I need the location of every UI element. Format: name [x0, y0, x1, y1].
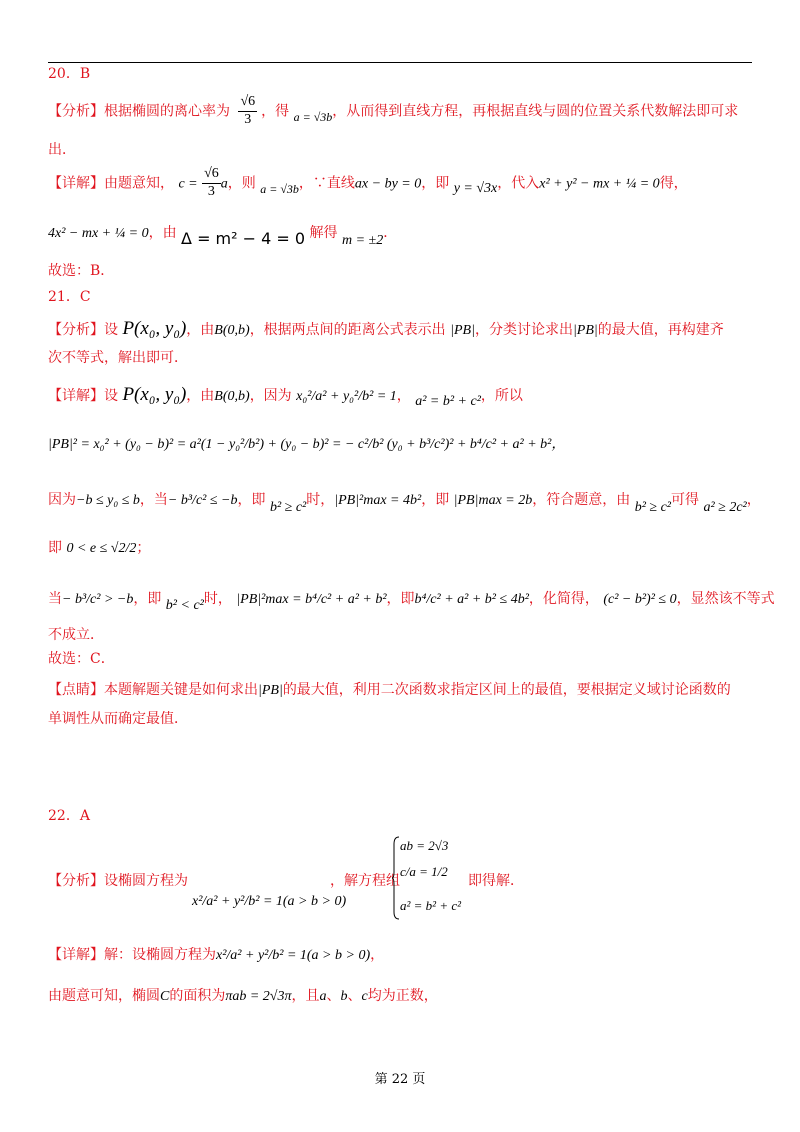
- q21-line3-text-b: ，当: [139, 492, 168, 508]
- q21-detail-line5: [48, 591, 775, 613]
- q21-detail-text-a: 设: [104, 388, 118, 404]
- q20-choose: 故选：B．: [48, 263, 115, 279]
- system-row-1: ab = 2√3: [400, 838, 449, 853]
- q20-number-text: 20．B: [48, 66, 91, 82]
- fraction-denominator: 3: [207, 183, 215, 199]
- q21-line4-text-b: ；: [136, 540, 151, 556]
- q21-comment-pb: |PB|: [258, 683, 283, 698]
- fraction-numerator: √6: [238, 94, 257, 112]
- q21-line3-text-a: 因为: [48, 492, 76, 508]
- q20-analysis-text-c: ，从而得到直线方程，再根据直线与圆的位置关系代数解法即可求: [332, 103, 739, 120]
- detail-tag: 【详解】: [48, 947, 104, 963]
- q22-number-text: 22．A: [48, 808, 90, 824]
- q20-analysis-eq1: a = √3b: [293, 110, 333, 125]
- q21-line3-text-d: 时，: [306, 492, 335, 508]
- q21-detail-line6: 不成立．: [48, 627, 104, 643]
- q20-detail-text-i: ．: [383, 225, 398, 241]
- q22-equation-system: [392, 836, 462, 920]
- q20-detail-eq1: c =: [178, 176, 198, 192]
- q21-comment-text-b: 的最大值，利用二次函数求指定区间上的最值，要根据定义域讨论函数的: [282, 682, 731, 698]
- q20-detail-text-c: ，∵直线: [298, 175, 355, 192]
- q21-line5-eq4: b⁴/c² + a² + b² ≤ 4b²: [414, 592, 529, 607]
- q21-line3-eq5: |PB|max = 2b: [453, 493, 533, 508]
- q22-detail-line2: [48, 988, 438, 1006]
- q20-detail-eq1b: a: [220, 176, 228, 192]
- q20-analysis-line2: 出．: [48, 142, 76, 158]
- q21-line3-eq6: b² ≥ c²: [634, 500, 671, 515]
- q22-detail-eq: x²/a² + y²/b² = 1(a > b > 0): [216, 948, 371, 963]
- q21-detail-text-c: ，因为: [249, 388, 292, 404]
- q21-line3-eq3: b² ≥ c²: [269, 500, 307, 515]
- q21-line5-text-f: ，显然该不等式: [676, 591, 775, 607]
- q21-detail-line1: [48, 384, 523, 407]
- analysis-tag: 【分析】: [48, 322, 104, 338]
- q20-analysis-line1: [48, 94, 738, 129]
- q20-detail-line2: [48, 222, 398, 248]
- q22-analysis-text-c: 即得解．: [468, 873, 524, 889]
- q21-detail-line2: [48, 436, 565, 454]
- q21-line5-text-c: 时，: [203, 591, 232, 607]
- q22-number: [48, 808, 90, 825]
- q22-line2-var-c: c: [361, 989, 368, 1004]
- q22-analysis-line1c: [468, 873, 524, 890]
- q22-detail-line1: [48, 947, 384, 965]
- q22-analysis-text-b: ，解方程组: [330, 873, 400, 889]
- q21-analysis-pb-2: |PB|: [572, 323, 598, 338]
- q20-eccentricity-fraction: [238, 94, 257, 129]
- q22-line2-ellipse-c: C: [160, 989, 170, 1004]
- q22-line2-eq: πab = 2√3π: [225, 989, 292, 1004]
- q21-detail-point-p: P(x₀, y₀): [122, 384, 187, 405]
- page-footer: [0, 1068, 800, 1087]
- q21-analysis-pb: |PB|: [450, 323, 475, 338]
- q20-detail-line1: [48, 166, 688, 201]
- q21-line3-eq4: |PB|²max = 4b²: [334, 493, 422, 508]
- q20-detail-text-f: 得，: [659, 175, 688, 192]
- top-rule: [48, 62, 752, 63]
- q20-detail-text-d: ，即: [421, 175, 450, 192]
- q22-analysis-line1: [48, 873, 188, 890]
- q21-detail-text-e: ，所以: [480, 388, 523, 404]
- left-brace-icon: [392, 836, 400, 920]
- q21-line3-text-e: ，即: [421, 492, 450, 508]
- q22-line2-sep-2: 、: [347, 988, 362, 1004]
- q22-analysis-text-a: 设椭圆方程为: [104, 873, 188, 889]
- q21-number: [48, 289, 91, 306]
- q20-detail-fraction: [202, 166, 221, 201]
- q21-line4-text-a: 即: [48, 540, 62, 556]
- q20-analysis-text-a: 根据椭圆的离心率为: [104, 103, 230, 120]
- q20-detail-eq4: y = √3x: [453, 181, 498, 197]
- q21-detail-text-d: ，: [396, 388, 411, 404]
- q21-line5-eq5: (c² − b²)² ≤ 0: [603, 592, 677, 607]
- q20-detail-eq8: m = ±2: [341, 233, 384, 248]
- q21-comment-text-a: 本题解题关键是如何求出: [104, 682, 258, 698]
- fraction-numerator: √6: [202, 166, 221, 184]
- q21-analysis-text-b: ，由: [186, 322, 215, 338]
- q20-detail-text-h: 解得: [309, 225, 338, 241]
- q21-line5-eq1: − b³/c² > −b: [62, 592, 134, 607]
- system-row-3: a² = b² + c²: [400, 898, 462, 913]
- page-number: 第 22 页: [374, 1072, 426, 1087]
- q20-detail-text-g: ，由: [148, 225, 177, 241]
- q21-line5-text-a: 当: [48, 591, 62, 607]
- analysis-tag: 【分析】: [48, 103, 104, 120]
- q22-detail-text-a: 解：设椭圆方程为: [104, 947, 216, 963]
- q20-detail-text-b: ，则: [227, 175, 256, 192]
- q21-comment-line2: 单调性从而确定最值．: [48, 711, 188, 727]
- detail-tag: 【详解】: [48, 388, 104, 404]
- q21-line4-eq: 0 < e ≤ √2/2: [66, 541, 137, 556]
- q22-line2-var-b: b: [340, 989, 348, 1004]
- q21-analysis-line1: [48, 318, 724, 341]
- detail-tag: 【详解】: [48, 175, 104, 192]
- q21-detail-point-b: B(0,b): [214, 389, 250, 404]
- q20-detail-eq5: x² + y² − mx + ¼ = 0: [539, 176, 660, 192]
- q21-line5-eq3: |PB|²max = b⁴/c² + a² + b²: [236, 592, 387, 607]
- comment-tag: 【点睛】: [48, 682, 104, 698]
- q20-detail-text-a: 由题意知，: [104, 175, 174, 192]
- q21-analysis-point-p: P(x₀, y₀): [122, 318, 187, 339]
- q21-line3-text-f: ，符合题意，由: [532, 492, 631, 508]
- q21-analysis-text-d: ，分类讨论求出: [474, 322, 573, 338]
- analysis-tag: 【分析】: [48, 873, 104, 889]
- q20-detail-text-e: ，代入: [497, 175, 540, 192]
- q22-analysis-eq: x²/a² + y²/b² = 1(a > b > 0): [192, 894, 347, 909]
- system-row-2: c/a = 1/2: [400, 864, 448, 879]
- q21-line5-eq2: b² < c²: [165, 598, 204, 613]
- q22-analysis-line1b: [330, 873, 400, 890]
- q22-analysis-ellipse-eq: [192, 893, 346, 911]
- q21-line3-text-g: 可得: [670, 492, 699, 508]
- q22-line2-sep-1: 、: [326, 988, 341, 1004]
- q21-number-text: 21．C: [48, 289, 91, 305]
- q21-line3-eq7: a² ≥ 2c²: [703, 500, 747, 515]
- q20-detail-eq7: Δ = m² − 4 = 0: [181, 229, 306, 248]
- q22-line2-text-c: ，且: [291, 988, 320, 1004]
- q21-line3-eq1: −b ≤ y₀ ≤ b: [76, 493, 140, 508]
- fraction-denominator: 3: [244, 111, 252, 127]
- q22-line2-text-d: 均为正数，: [367, 988, 438, 1004]
- q21-detail-eq2: a² = b² + c²: [415, 394, 481, 409]
- q20-analysis-text-b: ，得: [261, 103, 290, 120]
- q22-line2-var-a: a: [319, 989, 327, 1004]
- q21-line3-text-h: ，: [746, 492, 761, 508]
- q22-line2-text-b: 的面积为: [169, 988, 226, 1004]
- q21-detail-eq3: |PB|² = x₀² + (y₀ − b)² = a²(1 − y₀²/b²) + (y₀ − b)² = − c²/b² (y₀ + b³/c²)² + b⁴/c² + a² + b²，: [48, 437, 566, 452]
- q21-analysis-point-b: B(0,b): [214, 323, 250, 338]
- q21-analysis-line2: 次不等式，解出即可．: [48, 350, 188, 366]
- q21-detail-line3: [48, 492, 761, 515]
- q21-detail-text-b: ，由: [186, 388, 215, 404]
- q21-comment-line1: [48, 682, 731, 700]
- q20-number: [48, 66, 90, 83]
- q21-analysis-text-a: 设: [104, 322, 118, 338]
- q21-line3-text-c: ，即: [237, 492, 266, 508]
- q21-line5-text-d: ，即: [386, 591, 415, 607]
- q20-detail-eq6: 4x² − mx + ¼ = 0: [48, 226, 149, 241]
- q21-line5-text-e: ，化简得，: [528, 591, 599, 607]
- q21-detail-eq1: x₀²/a² + y₀²/b² = 1: [296, 389, 397, 404]
- q21-analysis-text-c: ，根据两点间的距离公式表示出: [249, 322, 446, 338]
- q21-line5-text-b: ，即: [133, 591, 162, 607]
- q20-detail-eq3: ax − by = 0: [354, 176, 422, 192]
- q21-analysis-text-e: 的最大值，再构建齐: [597, 322, 724, 338]
- q21-line3-eq2: − b³/c² ≤ −b: [167, 493, 238, 508]
- q22-detail-text-b: ，: [370, 947, 385, 963]
- q22-line2-text-a: 由题意可知，椭圆: [48, 988, 160, 1004]
- q21-choose: 故选：C．: [48, 651, 115, 667]
- q21-detail-line4: [48, 540, 150, 558]
- q20-detail-eq2: a = √3b: [260, 182, 299, 197]
